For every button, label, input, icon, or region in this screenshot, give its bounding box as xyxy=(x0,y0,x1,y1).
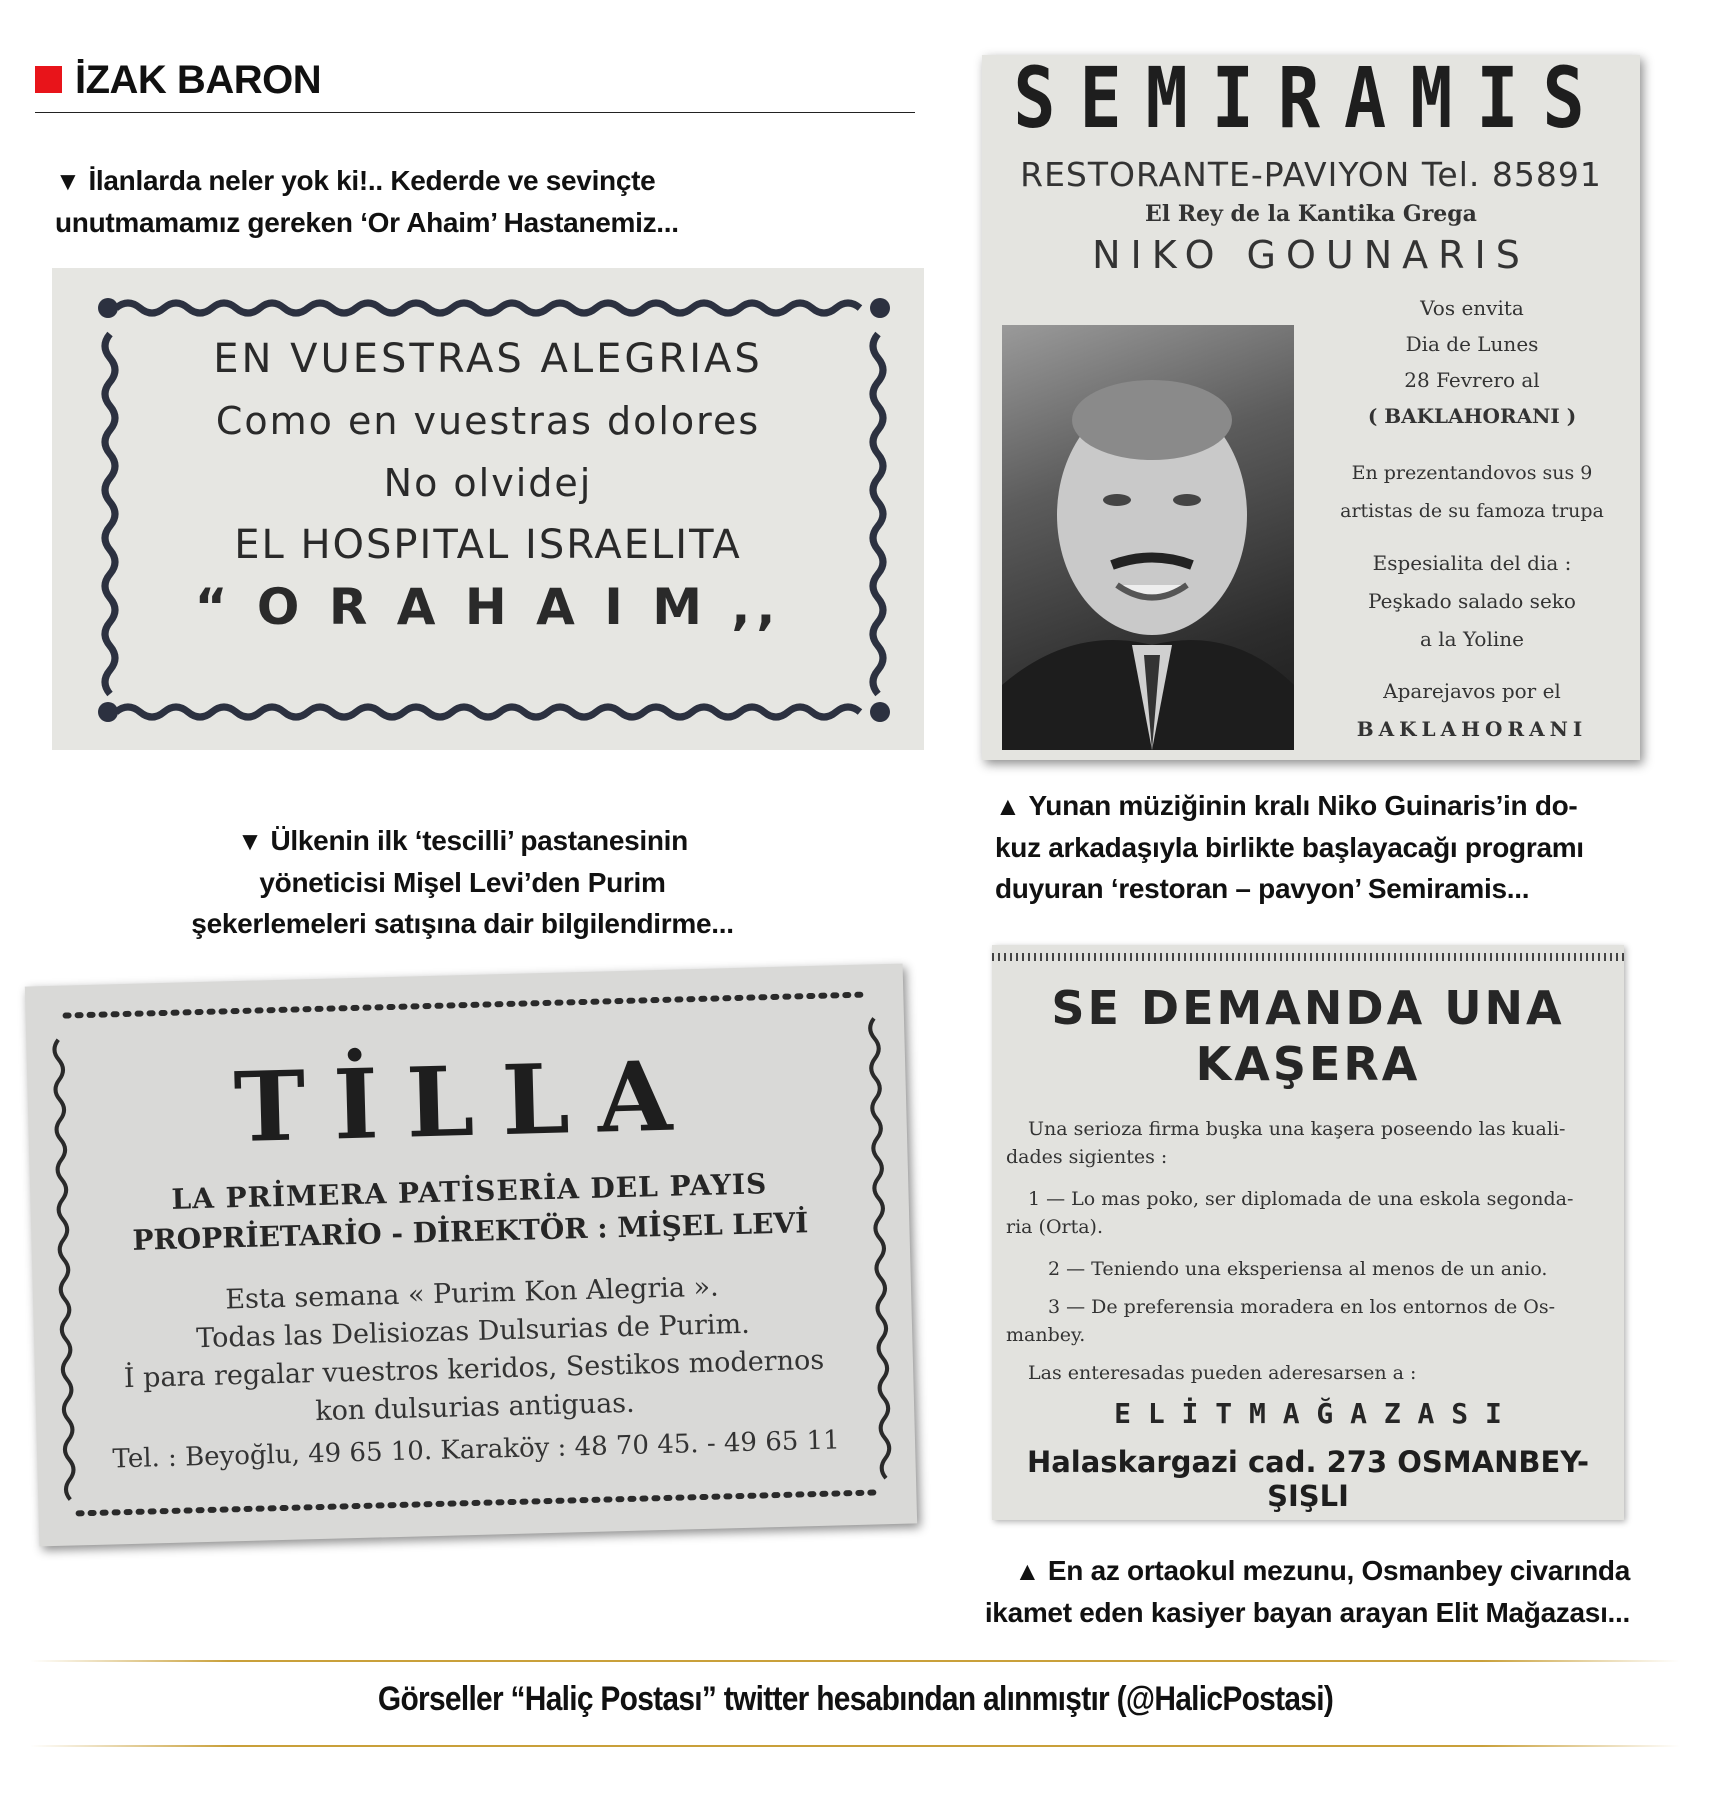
ad-store-name: E L İ T M A Ğ A Z A S I xyxy=(1114,1397,1502,1430)
gold-rule-bottom xyxy=(30,1745,1680,1747)
ad-tagline: El Rey de la Kantika Grega xyxy=(1145,201,1477,227)
ad-tilla-clipping xyxy=(25,964,917,1547)
ad-body-line: İ para regalar vuestros keridos, Sestikos modernos xyxy=(123,1344,825,1395)
ad-line-1: LA PRİMERA PATİSERİA DEL PAYIS xyxy=(171,1167,768,1216)
caption-or-ahaim xyxy=(55,160,925,243)
special-line: a la Yoline xyxy=(1420,627,1524,651)
triangle-down-icon: ▼ xyxy=(237,826,263,856)
author-header xyxy=(35,56,915,113)
item-3-line: manbey. xyxy=(1006,1324,1086,1346)
special-line: Espesialita del dia : xyxy=(1372,551,1572,575)
caption-line: ikamet eden kasiyer bayan arayan Elit Mağazası... xyxy=(984,1597,1630,1628)
ad-line-5: “ O R A H A I M ,, xyxy=(194,578,782,636)
ad-title: SEMIRAMIS xyxy=(1013,55,1609,148)
item-2-line: 2 — Teniendo una eksperiensa al menos de un anio. xyxy=(1048,1258,1548,1280)
ad-kasera-clipping xyxy=(992,945,1624,1520)
caption-line: İlanlarda neler yok ki!.. Kederde ve sevinçte xyxy=(88,165,656,196)
triangle-down-icon: ▼ xyxy=(55,166,81,196)
caption-kasera xyxy=(800,1550,1630,1633)
intro-line: Una serioza firma buşka una kaşera poseendo las kuali- xyxy=(1028,1118,1566,1140)
ad-line-3: No olvidej xyxy=(383,461,593,505)
invite-line: Dia de Lunes xyxy=(1405,332,1539,356)
caption-line: Ülkenin ilk ‘tescilli’ pastanesinin xyxy=(270,825,688,856)
ad-phones: Tel. : Beyoğlu, 49 65 10. Karaköy : 48 70 45. - 49 65 11 xyxy=(112,1425,841,1475)
gold-rule-top xyxy=(30,1660,1680,1662)
ad-line-1: EN VUESTRAS ALEGRIAS xyxy=(213,336,763,382)
item-1-line: 1 — Lo mas poko, ser diplomada de una eskola segonda- xyxy=(1028,1188,1574,1210)
item-3-line: 3 — De preferensia moradera en los entornos de Os- xyxy=(1048,1296,1556,1318)
ad-line-2: PROPRİETARİO - DİREKTÖR : MİŞEL LEVİ xyxy=(132,1206,809,1257)
portrait-icon xyxy=(1002,325,1294,750)
troupe-line: En prezentandovos sus 9 xyxy=(1351,462,1593,484)
invite-line: ( BAKLAHORANI ) xyxy=(1367,404,1577,428)
ad-body-line: Esta semana « Purim Kon Alegria ». xyxy=(224,1271,720,1316)
closing-line: BAKLAHORANI xyxy=(1356,717,1588,741)
item-1-line: ria (Orta). xyxy=(1006,1216,1104,1238)
contact-intro: Las enteresadas pueden aderesarsen a : xyxy=(1028,1362,1417,1384)
ad-address: Halaskargazi cad. 273 OSMANBEY-ŞIŞLI xyxy=(1026,1445,1590,1513)
invite-line: 28 Fevrero al xyxy=(1404,368,1540,392)
ad-subtitle: RESTORANTE-PAVIYON Tel. 85891 xyxy=(1020,155,1602,194)
caption-semiramis xyxy=(995,785,1675,909)
top-dotted-border xyxy=(992,953,1624,961)
caption-line: Yunan müziğinin kralı Niko Guinaris’in do- xyxy=(1028,790,1578,821)
invite-line: Vos envita xyxy=(1420,296,1524,320)
troupe-line: artistas de su famoza trupa xyxy=(1340,500,1604,522)
caption-line: unutmamamız gereken ‘Or Ahaim’ Hastanemiz... xyxy=(55,207,679,238)
intro-line: dades sigientes : xyxy=(1006,1146,1168,1168)
triangle-up-icon: ▲ xyxy=(995,791,1021,821)
ad-title: TİLLA xyxy=(232,1038,702,1165)
closing-line: Aparejavos por el xyxy=(1383,679,1561,703)
performer-photo xyxy=(1002,325,1294,750)
caption-line: duyuran ‘restoran – pavyon’ Semiramis... xyxy=(995,873,1530,904)
caption-line: kuz arkadaşıyla birlikte başlayacağı programı xyxy=(995,832,1584,863)
caption-line: şekerlemeleri satışına dair bilgilendirme... xyxy=(191,908,734,939)
special-line: Peşkado salado seko xyxy=(1368,589,1576,613)
caption-tilla xyxy=(0,820,925,944)
ad-line-4: EL HOSPITAL ISRAELITA xyxy=(234,522,742,568)
author-name: İZAK BARON xyxy=(75,58,322,102)
ad-line-2: Como en vuestras dolores xyxy=(215,399,761,443)
ad-semiramis-clipping xyxy=(982,55,1640,760)
ad-or-ahaim-clipping xyxy=(52,268,924,750)
ad-title-1: SE DEMANDA UNA xyxy=(1051,981,1565,1035)
ad-performer: NIKO GOUNARIS xyxy=(1092,233,1530,277)
author-red-square xyxy=(35,66,62,93)
ad-body-line: Todas las Delisiozas Dulsurias de Purim. xyxy=(195,1308,751,1355)
caption-line: yöneticisi Mişel Levi’den Purim xyxy=(259,867,666,898)
triangle-up-icon: ▲ xyxy=(1014,1556,1040,1586)
ad-body-line: kon dulsurias antiguas. xyxy=(314,1387,636,1428)
caption-line: En az ortaokul mezunu, Osmanbey civarında xyxy=(1047,1555,1630,1586)
image-credits: Görseller “Haliç Postası” twitter hesabından alınmıştır (@HalicPostasi) xyxy=(377,1680,1334,1718)
ad-title-2: KAŞERA xyxy=(1195,1037,1421,1091)
